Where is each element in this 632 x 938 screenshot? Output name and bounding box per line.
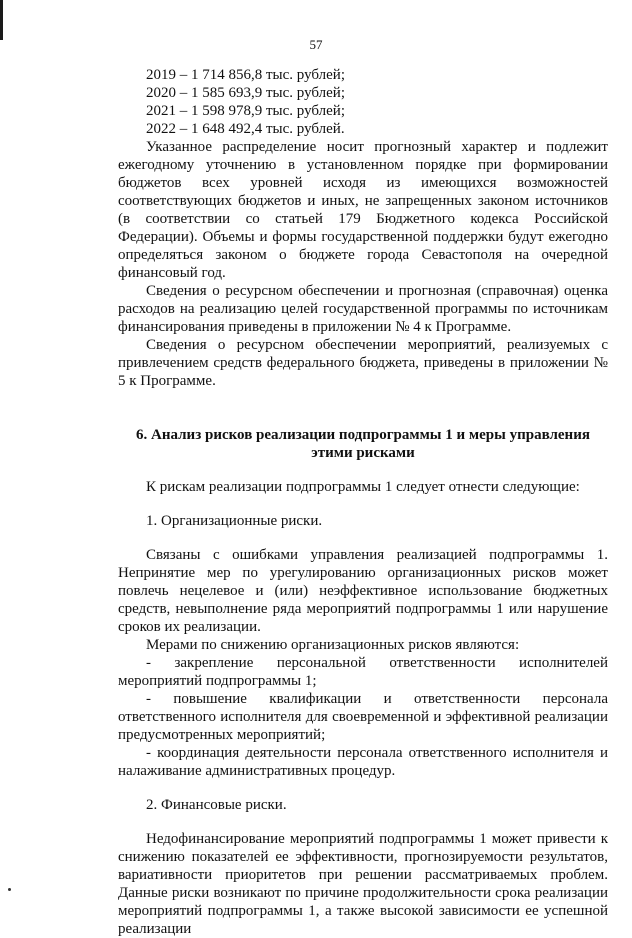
risks-intro: К рискам реализации подпрограммы 1 следует отнести следующие:: [146, 479, 580, 495]
spacer: [118, 408, 608, 426]
amount-2020: 2020 – 1 585 693,9 тыс. рублей;: [146, 85, 345, 101]
measure-item: - координация деятельности персонала ответственного исполнителя и налаживание административных процедур.: [118, 745, 608, 779]
fin-risks-title: 2. Финансовые риски.: [146, 797, 287, 813]
section-heading: 6. Анализ рисков реализации подпрограммы 1 и меры управления этими рисками: [136, 427, 590, 461]
spacer: [118, 462, 608, 478]
fin-risks-text: Недофинансирование мероприятий подпрограммы 1 может привести к снижению показателей ее эффективности, прогнозируемости результатов, вариативности приоритетов при решении рассматриваемых проблем. Данные риски возникают по причине продолжительности срока реализации мероприятий подпрограммы 1, а также высокой зависимости ее успешной реализации: [118, 831, 608, 937]
document-body: [118, 66, 608, 938]
amount-2019: 2019 – 1 714 856,8 тыс. рублей;: [146, 67, 345, 83]
paragraph-appendix-5: Сведения о ресурсном обеспечении мероприятий, реализуемых с привлечением средств федерального бюджета, приведены в приложении № 5 к Программе.: [118, 337, 608, 389]
spacer: [118, 390, 608, 408]
scan-speck: [8, 888, 11, 891]
amount-2021: 2021 – 1 598 978,9 тыс. рублей;: [146, 103, 345, 119]
org-risks-title: 1. Организационные риски.: [146, 513, 323, 529]
org-risks-text: Связаны с ошибками управления реализацией подпрограммы 1. Непринятие мер по урегулированию организационных рисков может повлечь нецелевое и (или) неэффективное использование бюджетных средств, невыполнение ряда мероприятий подпрограммы 1 или нарушение сроков их реализации.: [118, 547, 608, 635]
measure-item: - закрепление персональной ответственности исполнителей мероприятий подпрограммы 1;: [118, 655, 608, 689]
page-number: 57: [309, 37, 323, 52]
scan-edge-mark: [0, 0, 3, 40]
spacer: [118, 814, 608, 830]
amount-2022: 2022 – 1 648 492,4 тыс. рублей.: [146, 121, 345, 137]
paragraph-appendix-4: Сведения о ресурсном обеспечении и прогнозная (справочная) оценка расходов на реализацию целей государственной программы по источникам финансирования приведены в приложении № 4 к Программе.: [118, 283, 608, 335]
spacer: [118, 780, 608, 796]
spacer: [118, 530, 608, 546]
measures-intro: Мерами по снижению организационных рисков являются:: [146, 637, 520, 653]
paragraph-forecast: Указанное распределение носит прогнозный характер и подлежит ежегодному уточнению в установленном порядке при формировании бюджетов всех уровней исходя из имеющихся возможностей соответствующих бюджетов и иных, не запрещенных законом источников (в соответствии со статьей 179 Бюджетного кодекса Российской Федерации). Объемы и формы государственной поддержки будут ежегодно определяться законом о бюджете города Севастополя на очередной финансовый год.: [118, 139, 608, 281]
measure-item: - повышение квалификации и ответственности персонала ответственного исполнителя для своевременной и эффективной реализации предусмотренных мероприятий;: [118, 691, 608, 743]
spacer: [118, 496, 608, 512]
